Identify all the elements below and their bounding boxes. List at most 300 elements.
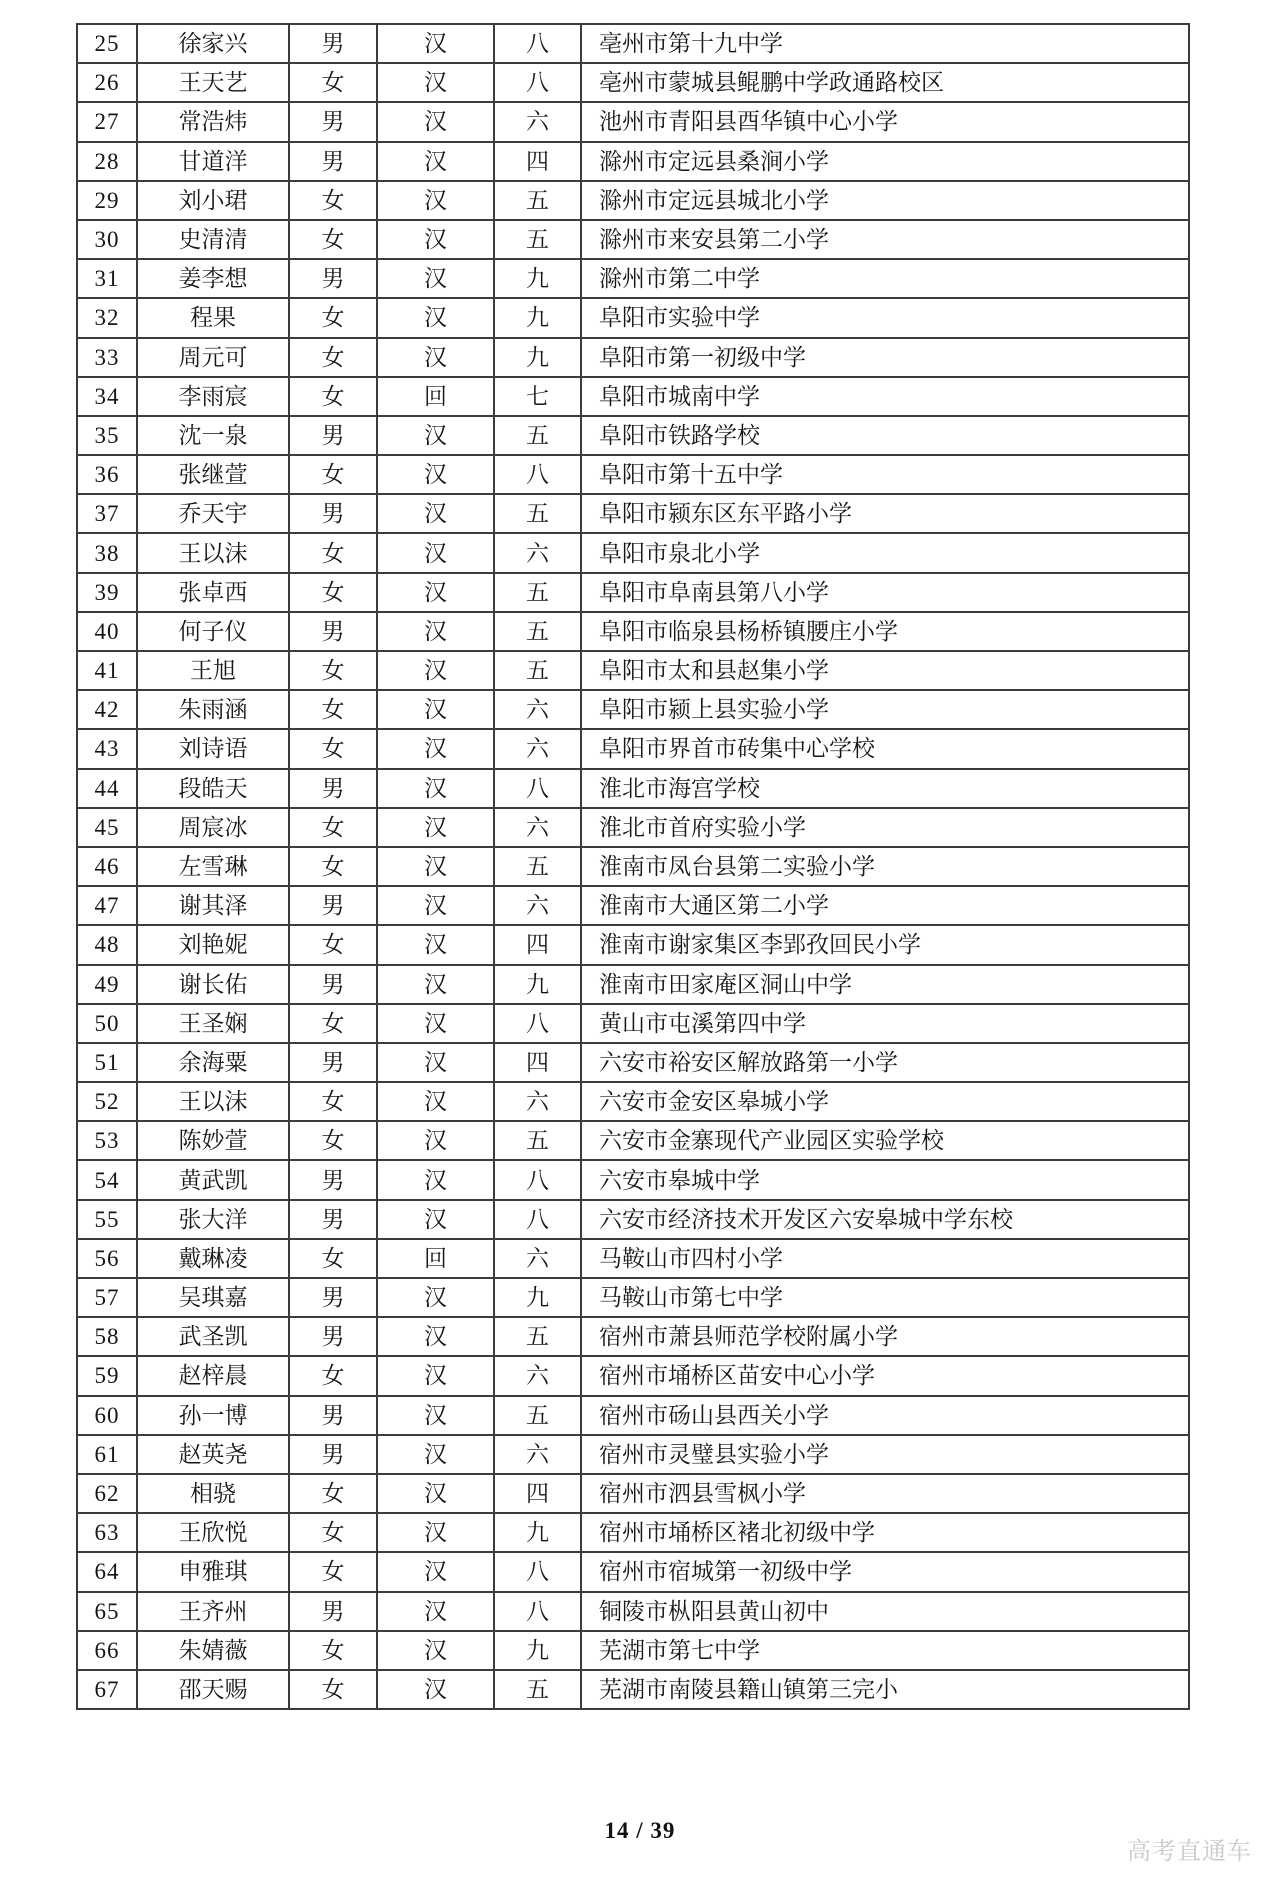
grade-cell: 六	[494, 1435, 581, 1474]
table-row	[77, 1200, 1189, 1239]
grade-cell: 六	[494, 690, 581, 729]
ethnicity-cell: 汉	[377, 1121, 494, 1160]
ethnicity-cell: 汉	[377, 1317, 494, 1356]
row-number-cell: 42	[77, 690, 137, 729]
row-number-cell: 62	[77, 1474, 137, 1513]
table-row	[77, 455, 1189, 494]
grade-cell: 九	[494, 1278, 581, 1317]
student-name-cell: 史清清	[137, 220, 289, 259]
ethnicity-cell: 汉	[377, 847, 494, 886]
student-name-cell: 邵天赐	[137, 1670, 289, 1709]
ethnicity-cell: 汉	[377, 494, 494, 533]
student-name-cell: 徐家兴	[137, 24, 289, 63]
grade-cell: 六	[494, 886, 581, 925]
student-name-cell: 何子仪	[137, 612, 289, 651]
ethnicity-cell: 汉	[377, 1082, 494, 1121]
row-number-cell: 45	[77, 808, 137, 847]
student-roster-body	[77, 24, 1189, 1709]
row-number-cell: 54	[77, 1160, 137, 1199]
gender-cell: 女	[289, 1121, 377, 1160]
grade-cell: 五	[494, 494, 581, 533]
gender-cell: 男	[289, 1278, 377, 1317]
grade-cell: 九	[494, 965, 581, 1004]
row-number-cell: 37	[77, 494, 137, 533]
table-row	[77, 24, 1189, 63]
school-cell: 六安市裕安区解放路第一小学	[581, 1043, 1189, 1082]
student-name-cell: 朱婧薇	[137, 1631, 289, 1670]
table-row	[77, 1004, 1189, 1043]
school-cell: 阜阳市阜南县第八小学	[581, 573, 1189, 612]
ethnicity-cell: 汉	[377, 259, 494, 298]
row-number-cell: 47	[77, 886, 137, 925]
table-row	[77, 220, 1189, 259]
ethnicity-cell: 汉	[377, 1513, 494, 1552]
student-name-cell: 朱雨涵	[137, 690, 289, 729]
gender-cell: 女	[289, 573, 377, 612]
school-cell: 宿州市灵璧县实验小学	[581, 1435, 1189, 1474]
school-cell: 马鞍山市第七中学	[581, 1278, 1189, 1317]
gender-cell: 女	[289, 338, 377, 377]
row-number-cell: 52	[77, 1082, 137, 1121]
school-cell: 阜阳市铁路学校	[581, 416, 1189, 455]
school-cell: 阜阳市实验中学	[581, 298, 1189, 337]
grade-cell: 五	[494, 573, 581, 612]
school-cell: 滁州市定远县城北小学	[581, 181, 1189, 220]
gender-cell: 男	[289, 24, 377, 63]
student-name-cell: 周宸冰	[137, 808, 289, 847]
table-row	[77, 690, 1189, 729]
gender-cell: 女	[289, 63, 377, 102]
row-number-cell: 65	[77, 1592, 137, 1631]
ethnicity-cell: 汉	[377, 1631, 494, 1670]
grade-cell: 七	[494, 377, 581, 416]
gender-cell: 男	[289, 1592, 377, 1631]
ethnicity-cell: 汉	[377, 886, 494, 925]
school-cell: 六安市皋城中学	[581, 1160, 1189, 1199]
row-number-cell: 64	[77, 1552, 137, 1591]
table-row	[77, 651, 1189, 690]
table-row	[77, 142, 1189, 181]
row-number-cell: 33	[77, 338, 137, 377]
ethnicity-cell: 汉	[377, 1160, 494, 1199]
row-number-cell: 53	[77, 1121, 137, 1160]
table-row	[77, 965, 1189, 1004]
ethnicity-cell: 汉	[377, 1592, 494, 1631]
grade-cell: 五	[494, 181, 581, 220]
grade-cell: 六	[494, 1356, 581, 1395]
table-row	[77, 886, 1189, 925]
table-row	[77, 298, 1189, 337]
school-cell: 芜湖市第七中学	[581, 1631, 1189, 1670]
gender-cell: 男	[289, 259, 377, 298]
ethnicity-cell: 汉	[377, 808, 494, 847]
table-row	[77, 1043, 1189, 1082]
ethnicity-cell: 汉	[377, 416, 494, 455]
table-row	[77, 533, 1189, 572]
grade-cell: 六	[494, 808, 581, 847]
ethnicity-cell: 汉	[377, 1004, 494, 1043]
student-name-cell: 张大洋	[137, 1200, 289, 1239]
row-number-cell: 55	[77, 1200, 137, 1239]
school-cell: 阜阳市界首市砖集中心学校	[581, 729, 1189, 768]
row-number-cell: 34	[77, 377, 137, 416]
watermark-text: 高考直通车	[1127, 1839, 1252, 1865]
row-number-cell: 50	[77, 1004, 137, 1043]
table-row	[77, 729, 1189, 768]
table-row	[77, 1552, 1189, 1591]
school-cell: 阜阳市颍上县实验小学	[581, 690, 1189, 729]
ethnicity-cell: 汉	[377, 1670, 494, 1709]
gender-cell: 男	[289, 1200, 377, 1239]
grade-cell: 四	[494, 1474, 581, 1513]
school-cell: 宿州市泗县雪枫小学	[581, 1474, 1189, 1513]
table-row	[77, 1121, 1189, 1160]
table-row	[77, 925, 1189, 964]
student-name-cell: 乔天宇	[137, 494, 289, 533]
student-name-cell: 王天艺	[137, 63, 289, 102]
grade-cell: 九	[494, 298, 581, 337]
student-name-cell: 戴琳凌	[137, 1239, 289, 1278]
ethnicity-cell: 汉	[377, 102, 494, 141]
gender-cell: 女	[289, 1670, 377, 1709]
ethnicity-cell: 汉	[377, 24, 494, 63]
gender-cell: 女	[289, 729, 377, 768]
table-row	[77, 1592, 1189, 1631]
school-cell: 滁州市定远县桑涧小学	[581, 142, 1189, 181]
ethnicity-cell: 汉	[377, 1356, 494, 1395]
student-name-cell: 王旭	[137, 651, 289, 690]
gender-cell: 女	[289, 1474, 377, 1513]
student-name-cell: 赵英尧	[137, 1435, 289, 1474]
grade-cell: 八	[494, 63, 581, 102]
ethnicity-cell: 回	[377, 1239, 494, 1278]
ethnicity-cell: 汉	[377, 612, 494, 651]
school-cell: 芜湖市南陵县籍山镇第三完小	[581, 1670, 1189, 1709]
school-cell: 滁州市来安县第二小学	[581, 220, 1189, 259]
grade-cell: 六	[494, 729, 581, 768]
grade-cell: 八	[494, 1552, 581, 1591]
row-number-cell: 41	[77, 651, 137, 690]
grade-cell: 八	[494, 1200, 581, 1239]
row-number-cell: 29	[77, 181, 137, 220]
student-name-cell: 谢长佑	[137, 965, 289, 1004]
gender-cell: 女	[289, 690, 377, 729]
school-cell: 滁州市第二中学	[581, 259, 1189, 298]
grade-cell: 八	[494, 24, 581, 63]
gender-cell: 男	[289, 1043, 377, 1082]
ethnicity-cell: 汉	[377, 925, 494, 964]
grade-cell: 五	[494, 651, 581, 690]
student-name-cell: 王圣娴	[137, 1004, 289, 1043]
grade-cell: 八	[494, 1592, 581, 1631]
ethnicity-cell: 汉	[377, 142, 494, 181]
ethnicity-cell: 汉	[377, 1200, 494, 1239]
gender-cell: 女	[289, 533, 377, 572]
grade-cell: 六	[494, 533, 581, 572]
student-name-cell: 常浩炜	[137, 102, 289, 141]
ethnicity-cell: 汉	[377, 298, 494, 337]
ethnicity-cell: 汉	[377, 220, 494, 259]
gender-cell: 男	[289, 1160, 377, 1199]
gender-cell: 男	[289, 1435, 377, 1474]
gender-cell: 女	[289, 377, 377, 416]
row-number-cell: 39	[77, 573, 137, 612]
school-cell: 阜阳市第十五中学	[581, 455, 1189, 494]
table-row	[77, 259, 1189, 298]
gender-cell: 女	[289, 808, 377, 847]
ethnicity-cell: 汉	[377, 1043, 494, 1082]
table-row	[77, 63, 1189, 102]
school-cell: 池州市青阳县酉华镇中心小学	[581, 102, 1189, 141]
school-cell: 阜阳市临泉县杨桥镇腰庄小学	[581, 612, 1189, 651]
grade-cell: 五	[494, 847, 581, 886]
school-cell: 淮北市首府实验小学	[581, 808, 1189, 847]
ethnicity-cell: 汉	[377, 769, 494, 808]
student-name-cell: 沈一泉	[137, 416, 289, 455]
gender-cell: 女	[289, 1004, 377, 1043]
student-name-cell: 刘小珺	[137, 181, 289, 220]
school-cell: 淮南市大通区第二小学	[581, 886, 1189, 925]
gender-cell: 男	[289, 1396, 377, 1435]
grade-cell: 六	[494, 1082, 581, 1121]
school-cell: 淮南市谢家集区李郢孜回民小学	[581, 925, 1189, 964]
row-number-cell: 43	[77, 729, 137, 768]
school-cell: 阜阳市第一初级中学	[581, 338, 1189, 377]
row-number-cell: 56	[77, 1239, 137, 1278]
ethnicity-cell: 汉	[377, 181, 494, 220]
table-row	[77, 1435, 1189, 1474]
student-name-cell: 谢其泽	[137, 886, 289, 925]
school-cell: 淮南市凤台县第二实验小学	[581, 847, 1189, 886]
gender-cell: 男	[289, 416, 377, 455]
school-cell: 阜阳市城南中学	[581, 377, 1189, 416]
row-number-cell: 59	[77, 1356, 137, 1395]
grade-cell: 八	[494, 1160, 581, 1199]
ethnicity-cell: 汉	[377, 1278, 494, 1317]
table-row	[77, 1513, 1189, 1552]
grade-cell: 四	[494, 142, 581, 181]
table-row	[77, 181, 1189, 220]
ethnicity-cell: 汉	[377, 651, 494, 690]
school-cell: 亳州市第十九中学	[581, 24, 1189, 63]
student-name-cell: 张卓西	[137, 573, 289, 612]
gender-cell: 女	[289, 220, 377, 259]
grade-cell: 九	[494, 338, 581, 377]
table-row	[77, 416, 1189, 455]
gender-cell: 男	[289, 494, 377, 533]
table-row	[77, 1670, 1189, 1709]
table-row	[77, 1317, 1189, 1356]
row-number-cell: 26	[77, 63, 137, 102]
student-name-cell: 陈妙萱	[137, 1121, 289, 1160]
row-number-cell: 66	[77, 1631, 137, 1670]
gender-cell: 女	[289, 847, 377, 886]
table-row	[77, 1160, 1189, 1199]
gender-cell: 男	[289, 769, 377, 808]
school-cell: 六安市金寨现代产业园区实验学校	[581, 1121, 1189, 1160]
grade-cell: 六	[494, 1239, 581, 1278]
student-name-cell: 左雪琳	[137, 847, 289, 886]
row-number-cell: 27	[77, 102, 137, 141]
row-number-cell: 49	[77, 965, 137, 1004]
grade-cell: 五	[494, 1317, 581, 1356]
table-row	[77, 1239, 1189, 1278]
row-number-cell: 60	[77, 1396, 137, 1435]
gender-cell: 男	[289, 142, 377, 181]
table-row	[77, 612, 1189, 651]
gender-cell: 男	[289, 102, 377, 141]
grade-cell: 八	[494, 455, 581, 494]
ethnicity-cell: 汉	[377, 1435, 494, 1474]
gender-cell: 女	[289, 651, 377, 690]
student-name-cell: 姜李想	[137, 259, 289, 298]
gender-cell: 女	[289, 1239, 377, 1278]
gender-cell: 女	[289, 1552, 377, 1591]
table-row	[77, 102, 1189, 141]
row-number-cell: 25	[77, 24, 137, 63]
school-cell: 马鞍山市四村小学	[581, 1239, 1189, 1278]
grade-cell: 九	[494, 259, 581, 298]
ethnicity-cell: 汉	[377, 1552, 494, 1591]
ethnicity-cell: 汉	[377, 533, 494, 572]
student-name-cell: 周元可	[137, 338, 289, 377]
row-number-cell: 30	[77, 220, 137, 259]
ethnicity-cell: 汉	[377, 455, 494, 494]
page-number: 14 / 39	[604, 1818, 676, 1843]
table-row	[77, 494, 1189, 533]
student-name-cell: 孙一博	[137, 1396, 289, 1435]
grade-cell: 八	[494, 769, 581, 808]
student-name-cell: 张继萱	[137, 455, 289, 494]
grade-cell: 九	[494, 1513, 581, 1552]
student-name-cell: 吴琪嘉	[137, 1278, 289, 1317]
table-row	[77, 1474, 1189, 1513]
row-number-cell: 46	[77, 847, 137, 886]
grade-cell: 五	[494, 220, 581, 259]
gender-cell: 男	[289, 965, 377, 1004]
student-name-cell: 申雅琪	[137, 1552, 289, 1591]
ethnicity-cell: 汉	[377, 729, 494, 768]
gender-cell: 女	[289, 925, 377, 964]
student-name-cell: 武圣凯	[137, 1317, 289, 1356]
gender-cell: 女	[289, 1356, 377, 1395]
table-row	[77, 338, 1189, 377]
student-name-cell: 赵梓晨	[137, 1356, 289, 1395]
student-name-cell: 余海粟	[137, 1043, 289, 1082]
ethnicity-cell: 汉	[377, 690, 494, 729]
row-number-cell: 44	[77, 769, 137, 808]
table-row	[77, 769, 1189, 808]
school-cell: 宿州市砀山县西关小学	[581, 1396, 1189, 1435]
ethnicity-cell: 汉	[377, 63, 494, 102]
student-name-cell: 李雨宸	[137, 377, 289, 416]
school-cell: 宿州市萧县师范学校附属小学	[581, 1317, 1189, 1356]
student-name-cell: 刘艳妮	[137, 925, 289, 964]
ethnicity-cell: 汉	[377, 1396, 494, 1435]
student-roster-table	[76, 23, 1190, 1710]
table-row	[77, 808, 1189, 847]
table-row	[77, 1631, 1189, 1670]
school-cell: 六安市经济技术开发区六安皋城中学东校	[581, 1200, 1189, 1239]
ethnicity-cell: 汉	[377, 573, 494, 612]
school-cell: 淮南市田家庵区洞山中学	[581, 965, 1189, 1004]
grade-cell: 四	[494, 925, 581, 964]
grade-cell: 六	[494, 102, 581, 141]
school-cell: 阜阳市颍东区东平路小学	[581, 494, 1189, 533]
ethnicity-cell: 回	[377, 377, 494, 416]
student-name-cell: 程果	[137, 298, 289, 337]
ethnicity-cell: 汉	[377, 338, 494, 377]
student-name-cell: 王以沫	[137, 1082, 289, 1121]
row-number-cell: 63	[77, 1513, 137, 1552]
student-name-cell: 王齐州	[137, 1592, 289, 1631]
row-number-cell: 57	[77, 1278, 137, 1317]
grade-cell: 五	[494, 416, 581, 455]
row-number-cell: 51	[77, 1043, 137, 1082]
table-row	[77, 1278, 1189, 1317]
school-cell: 铜陵市枞阳县黄山初中	[581, 1592, 1189, 1631]
grade-cell: 五	[494, 1396, 581, 1435]
school-cell: 宿州市宿城第一初级中学	[581, 1552, 1189, 1591]
gender-cell: 男	[289, 1317, 377, 1356]
gender-cell: 女	[289, 1082, 377, 1121]
gender-cell: 女	[289, 455, 377, 494]
gender-cell: 男	[289, 886, 377, 925]
table-row	[77, 1396, 1189, 1435]
school-cell: 六安市金安区皋城小学	[581, 1082, 1189, 1121]
grade-cell: 五	[494, 612, 581, 651]
table-row	[77, 847, 1189, 886]
student-name-cell: 甘道洋	[137, 142, 289, 181]
school-cell: 黄山市屯溪第四中学	[581, 1004, 1189, 1043]
school-cell: 阜阳市泉北小学	[581, 533, 1189, 572]
school-cell: 淮北市海宫学校	[581, 769, 1189, 808]
gender-cell: 女	[289, 181, 377, 220]
gender-cell: 女	[289, 1631, 377, 1670]
student-name-cell: 王欣悦	[137, 1513, 289, 1552]
table-row	[77, 1356, 1189, 1395]
school-cell: 阜阳市太和县赵集小学	[581, 651, 1189, 690]
gender-cell: 女	[289, 1513, 377, 1552]
row-number-cell: 48	[77, 925, 137, 964]
student-name-cell: 刘诗语	[137, 729, 289, 768]
gender-cell: 女	[289, 298, 377, 337]
row-number-cell: 61	[77, 1435, 137, 1474]
table-row	[77, 573, 1189, 612]
school-cell: 宿州市埇桥区苗安中心小学	[581, 1356, 1189, 1395]
grade-cell: 四	[494, 1043, 581, 1082]
school-cell: 亳州市蒙城县鲲鹏中学政通路校区	[581, 63, 1189, 102]
row-number-cell: 36	[77, 455, 137, 494]
table-row	[77, 377, 1189, 416]
row-number-cell: 67	[77, 1670, 137, 1709]
row-number-cell: 40	[77, 612, 137, 651]
row-number-cell: 38	[77, 533, 137, 572]
student-name-cell: 段皓天	[137, 769, 289, 808]
row-number-cell: 32	[77, 298, 137, 337]
table-row	[77, 1082, 1189, 1121]
grade-cell: 五	[494, 1121, 581, 1160]
row-number-cell: 31	[77, 259, 137, 298]
grade-cell: 八	[494, 1004, 581, 1043]
grade-cell: 九	[494, 1631, 581, 1670]
student-name-cell: 黄武凯	[137, 1160, 289, 1199]
ethnicity-cell: 汉	[377, 1474, 494, 1513]
student-name-cell: 相骁	[137, 1474, 289, 1513]
student-name-cell: 王以沫	[137, 533, 289, 572]
row-number-cell: 58	[77, 1317, 137, 1356]
row-number-cell: 28	[77, 142, 137, 181]
